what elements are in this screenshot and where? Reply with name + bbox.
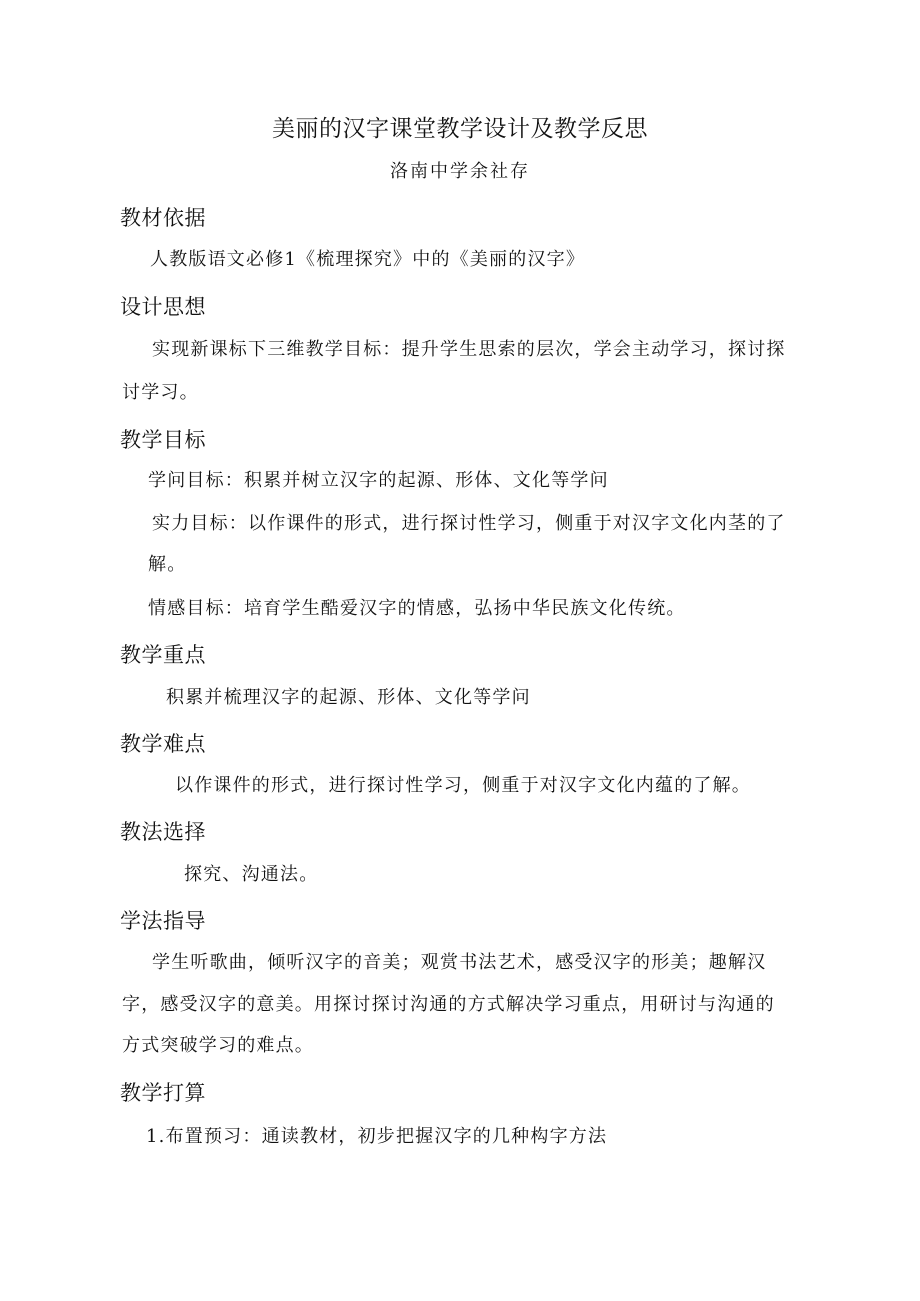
paragraph-line: 方式突破学习的难点。 <box>122 1035 314 1056</box>
paragraph-line: 人教版语文必修1《梳理探究》中的《美丽的汉字》 <box>150 249 586 270</box>
section-heading: 教材依据 <box>120 206 206 230</box>
section-heading: 教法选择 <box>120 820 206 844</box>
section-heading: 学法指导 <box>120 909 206 933</box>
paragraph-line: 情感目标：培育学生酷爱汉字的情感，弘扬中华民族文化传统。 <box>148 598 686 619</box>
paragraph-line: 探究、沟通法。 <box>184 864 319 885</box>
paragraph-line: 以作课件的形式，进行探讨性学习，侧重于对汉字文化内蕴的了解。 <box>175 775 751 796</box>
section-heading: 教学难点 <box>120 732 206 756</box>
paragraph-line: 解。 <box>148 554 187 575</box>
paragraph-line: 学问目标：积累并树立汉字的起源、形体、文化等学问 <box>148 470 609 491</box>
section-heading: 设计思想 <box>120 295 206 319</box>
section-heading: 教学打算 <box>120 1081 206 1105</box>
section-heading: 教学目标 <box>120 428 206 452</box>
paragraph-line: 讨学习。 <box>122 382 199 403</box>
document-title: 美丽的汉字课堂教学设计及教学反思 <box>272 116 648 142</box>
paragraph-line: 积累并梳理汉字的起源、形体、文化等学问 <box>166 687 531 708</box>
section-heading: 教学重点 <box>120 643 206 667</box>
paragraph-line: 实现新课标下三维教学目标：提升学生思索的层次，学会主动学习，探讨探 <box>152 339 786 360</box>
paragraph-line: 字，感受汉字的意美。用探讨探讨沟通的方式解决学习重点，用研讨与沟通的 <box>122 994 775 1015</box>
paragraph-line: 1.布置预习：通读教材，初步把握汉字的几种构字方法 <box>146 1126 608 1147</box>
paragraph-line: 实力目标：以作课件的形式，进行探讨性学习，侧重于对汉字文化内茎的了 <box>152 513 786 534</box>
paragraph-line: 学生听歌曲，倾听汉字的音美；观赏书法艺术，感受汉字的形美；趣解汉 <box>152 952 767 973</box>
document-author: 洛南中学余社存 <box>390 161 530 182</box>
